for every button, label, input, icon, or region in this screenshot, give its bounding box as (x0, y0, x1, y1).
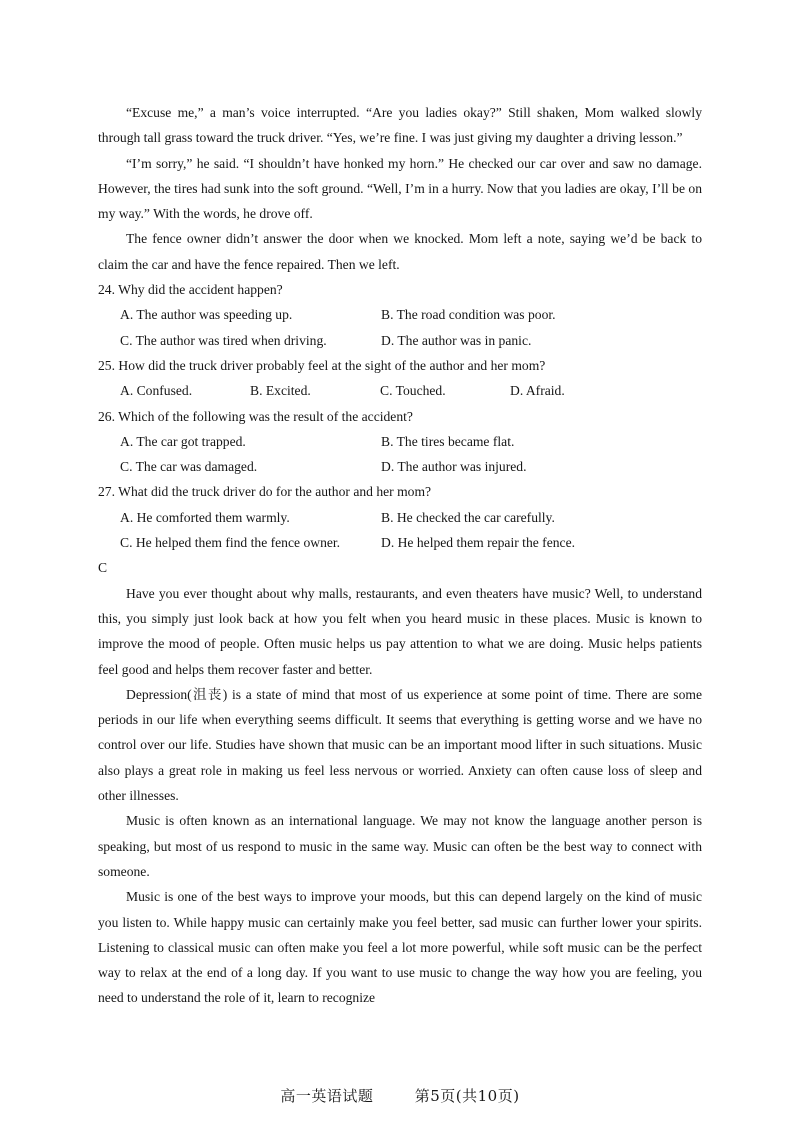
page-content (98, 100, 702, 1011)
option-d: D. Afraid. (510, 383, 565, 399)
option-c: C. He helped them find the fence owner. (120, 535, 341, 551)
option-a: A. Confused. (120, 383, 193, 399)
passage-b-paragraph: “Excuse me,” a man’s voice interrupted. “Are you ladies okay?” Still shaken, Mom walked slowly through tall grass toward the truck driver. “Yes, we’re fine. I was just giving my daughter a driving lesson.” (98, 105, 702, 146)
option-d: D. The author was in panic. (381, 332, 532, 348)
passage-c-paragraph: Music is one of the best ways to improve your moods, but this can depend largely on the kind of music you listen to. While happy music can certainly make you feel better, sad music can further lower your spirits. Listening to classical music can often make you feel a lot more powerful, while soft music can be the perfect way to relax at the end of a long day. If you want to use music to change the way how you are feeling, you need to understand the role of it, learn to recognize (98, 889, 702, 1006)
options-row (98, 302, 702, 327)
option-a: A. The author was speeding up. (120, 307, 293, 323)
options-row (98, 328, 702, 353)
option-a: A. He comforted them warmly. (120, 509, 290, 525)
options-row (98, 454, 702, 479)
footer-subject: 高一英语试题 (280, 1087, 374, 1105)
question-stem: 26. Which of the following was the result of the accident? (98, 408, 413, 424)
option-d: D. The author was injured. (381, 459, 527, 475)
passage-c-paragraph: Have you ever thought about why malls, restaurants, and even theaters have music? Well, to understand this, you simply just look back at how you felt when you heard music in these places. Music is known to improve the mood of people. Often music helps us pay attention to what we are doing. Music helps patients feel good and helps them recover faster and better. (98, 585, 702, 677)
option-c: C. The author was tired when driving. (120, 332, 327, 348)
options-row (98, 429, 702, 454)
passage-b-paragraph: The fence owner didn’t answer the door when we knocked. Mom left a note, saying we’d be back to claim the car and have the fence repaired. Then we left. (98, 231, 702, 272)
page-footer (0, 1085, 800, 1106)
passage-c (98, 581, 702, 1011)
footer-page-number: 第5页(共10页) (414, 1087, 520, 1105)
question-25 (98, 353, 702, 404)
passage-c-paragraph: Depression(沮丧) is a state of mind that most of us experience at some point of time. There are some periods in our life when everything seems difficult. It seems that everything is getting worse and we have no control over our life. Studies have shown that music can be an important mood lifter in such situations. Music also plays a great role in making us feel less nervous or worried. Anxiety can often cause loss of sleep and other illnesses. (98, 686, 702, 804)
option-c: C. The car was damaged. (120, 459, 258, 475)
options-row (98, 378, 702, 403)
options-row (98, 505, 702, 530)
passage-c-paragraph: Music is often known as an international language. We may not know the language another person is speaking, but most of us respond to music in the same way. Music can often be the best way to connect with someone. (98, 813, 702, 879)
question-stem: 27. What did the truck driver do for the author and her mom? (98, 484, 432, 500)
option-a: A. The car got trapped. (120, 433, 246, 449)
option-b: B. The road condition was poor. (381, 307, 556, 323)
option-b: B. He checked the car carefully. (381, 509, 555, 525)
options-row (98, 530, 702, 555)
question-24 (98, 277, 702, 353)
option-c: C. Touched. (380, 383, 446, 399)
passage-b (98, 100, 702, 277)
question-stem: 25. How did the truck driver probably feel at the sight of the author and her mom? (98, 357, 546, 373)
option-b: B. The tires became flat. (381, 433, 515, 449)
question-27 (98, 479, 702, 555)
option-b: B. Excited. (250, 383, 311, 399)
question-26 (98, 404, 702, 480)
passage-b-paragraph: “I’m sorry,” he said. “I shouldn’t have honked my horn.” He checked our car over and saw no damage. However, the tires had sunk into the soft ground. “Well, I’m in a hurry. Now that you ladies are okay, I’ll be on my way.” With the words, he drove off. (98, 155, 702, 222)
question-stem: 24. Why did the accident happen? (98, 282, 283, 298)
option-d: D. He helped them repair the fence. (381, 535, 575, 551)
section-title: C (98, 560, 108, 576)
